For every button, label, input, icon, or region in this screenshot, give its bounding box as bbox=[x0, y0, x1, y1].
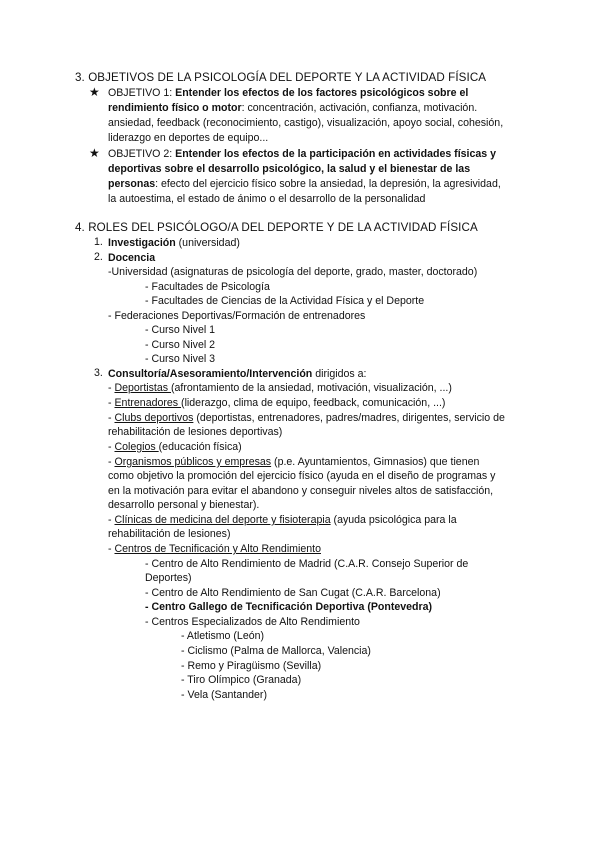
centro-madrid-line-2: Deportes) bbox=[145, 572, 192, 584]
list-item: - Facultades de Ciencias de la Actividad Física y el Deporte bbox=[145, 295, 425, 307]
role-investigacion: Investigación (universidad) bbox=[108, 237, 240, 249]
list-number: 2. bbox=[94, 251, 103, 263]
target-entrenadores: - Entrenadores (liderazgo, clima de equipo, feedback, comunicación, ...) bbox=[108, 397, 446, 409]
target-organismos-line-2: como objetivo la promoción del ejercicio físico (ayuda en el diseño de programas y bbox=[108, 470, 496, 482]
list-item: - Tiro Olímpico (Granada) bbox=[181, 674, 302, 686]
target-colegios: - Colegios (educación física) bbox=[108, 441, 242, 453]
objective-1-line-3: ansiedad, feedback (reconocimiento, castigo), visualización, apoyo social, cohesión, bbox=[108, 117, 504, 129]
list-item: - Remo y Piragüismo (Sevilla) bbox=[181, 660, 322, 672]
star-bullet-icon: ★ bbox=[89, 146, 100, 160]
centro-gallego: - Centro Gallego de Tecnificación Deportiva (Pontevedra) bbox=[145, 601, 433, 613]
role-docencia: Docencia bbox=[108, 252, 156, 264]
objective-2-line-4: la autoestima, el estado de ánimo o el desarrollo de la personalidad bbox=[108, 193, 426, 205]
section-3-heading: 3. OBJETIVOS DE LA PSICOLOGÍA DEL DEPORTE Y LA ACTIVIDAD FÍSICA bbox=[75, 71, 487, 84]
centro-san-cugat: - Centro de Alto Rendimiento de San Cugat (C.A.R. Barcelona) bbox=[145, 587, 441, 599]
target-clubs-line-2: rehabilitación de lesiones deportivas) bbox=[108, 426, 283, 438]
list-item: - Atletismo (León) bbox=[181, 630, 265, 642]
list-number: 1. bbox=[94, 236, 103, 248]
objective-1-line-4: liderazgo en deportes de equipo... bbox=[108, 132, 269, 144]
objective-1-line-1: OBJETIVO 1: Entender los efectos de los factores psicológicos sobre el bbox=[108, 87, 469, 99]
list-item: - Facultades de Psicología bbox=[145, 281, 270, 293]
star-bullet-icon: ★ bbox=[89, 85, 100, 99]
target-clubs: - Clubs deportivos (deportistas, entrenadores, padres/madres, dirigentes, servicio de bbox=[108, 412, 505, 424]
target-organismos-line-4: desarrollo personal y bienestar). bbox=[108, 499, 260, 511]
role-consultoria: Consultoría/Asesoramiento/Intervención dirigidos a: bbox=[108, 368, 367, 380]
target-deportistas: - Deportistas (afrontamiento de la ansiedad, motivación, visualización, ...) bbox=[108, 382, 452, 394]
objective-2-line-2: deportivas sobre el desarrollo psicológico, la salud y el bienestar de las bbox=[108, 163, 471, 175]
list-number: 3. bbox=[94, 367, 103, 379]
docencia-universidad: -Universidad (asignaturas de psicología del deporte, grado, master, doctorado) bbox=[108, 266, 478, 278]
objective-1-line-2: rendimiento físico o motor: concentración, activación, confianza, motivación. bbox=[108, 102, 478, 114]
centro-madrid: - Centro de Alto Rendimiento de Madrid (C.A.R. Consejo Superior de bbox=[145, 558, 469, 570]
docencia-federaciones: - Federaciones Deportivas/Formación de entrenadores bbox=[108, 310, 366, 322]
centros-especializados: - Centros Especializados de Alto Rendimiento bbox=[145, 616, 360, 628]
target-clinicas: - Clínicas de medicina del deporte y fisioterapia (ayuda psicológica para la bbox=[108, 514, 457, 526]
list-item: - Curso Nivel 2 bbox=[145, 339, 216, 351]
section-4-heading: 4. ROLES DEL PSICÓLOGO/A DEL DEPORTE Y DE LA ACTIVIDAD FÍSICA bbox=[75, 221, 478, 234]
list-item: - Vela (Santander) bbox=[181, 689, 267, 701]
target-organismos: - Organismos públicos y empresas (p.e. Ayuntamientos, Gimnasios) que tienen bbox=[108, 456, 480, 468]
objective-2-line-3: personas: efecto del ejercicio físico sobre la ansiedad, la depresión, la agresividad, bbox=[108, 178, 501, 190]
objective-2-line-1: OBJETIVO 2: Entender los efectos de la participación en actividades físicas y bbox=[108, 148, 496, 160]
target-centros: - Centros de Tecnificación y Alto Rendimiento bbox=[108, 543, 321, 555]
target-organismos-line-3: en la motivación para evitar el abandono y conseguir niveles altos de satisfacción, bbox=[108, 485, 494, 497]
target-clinicas-line-2: rehabilitación de lesiones) bbox=[108, 528, 231, 540]
list-item: - Ciclismo (Palma de Mallorca, Valencia) bbox=[181, 645, 371, 657]
list-item: - Curso Nivel 3 bbox=[145, 353, 216, 365]
list-item: - Curso Nivel 1 bbox=[145, 324, 216, 336]
